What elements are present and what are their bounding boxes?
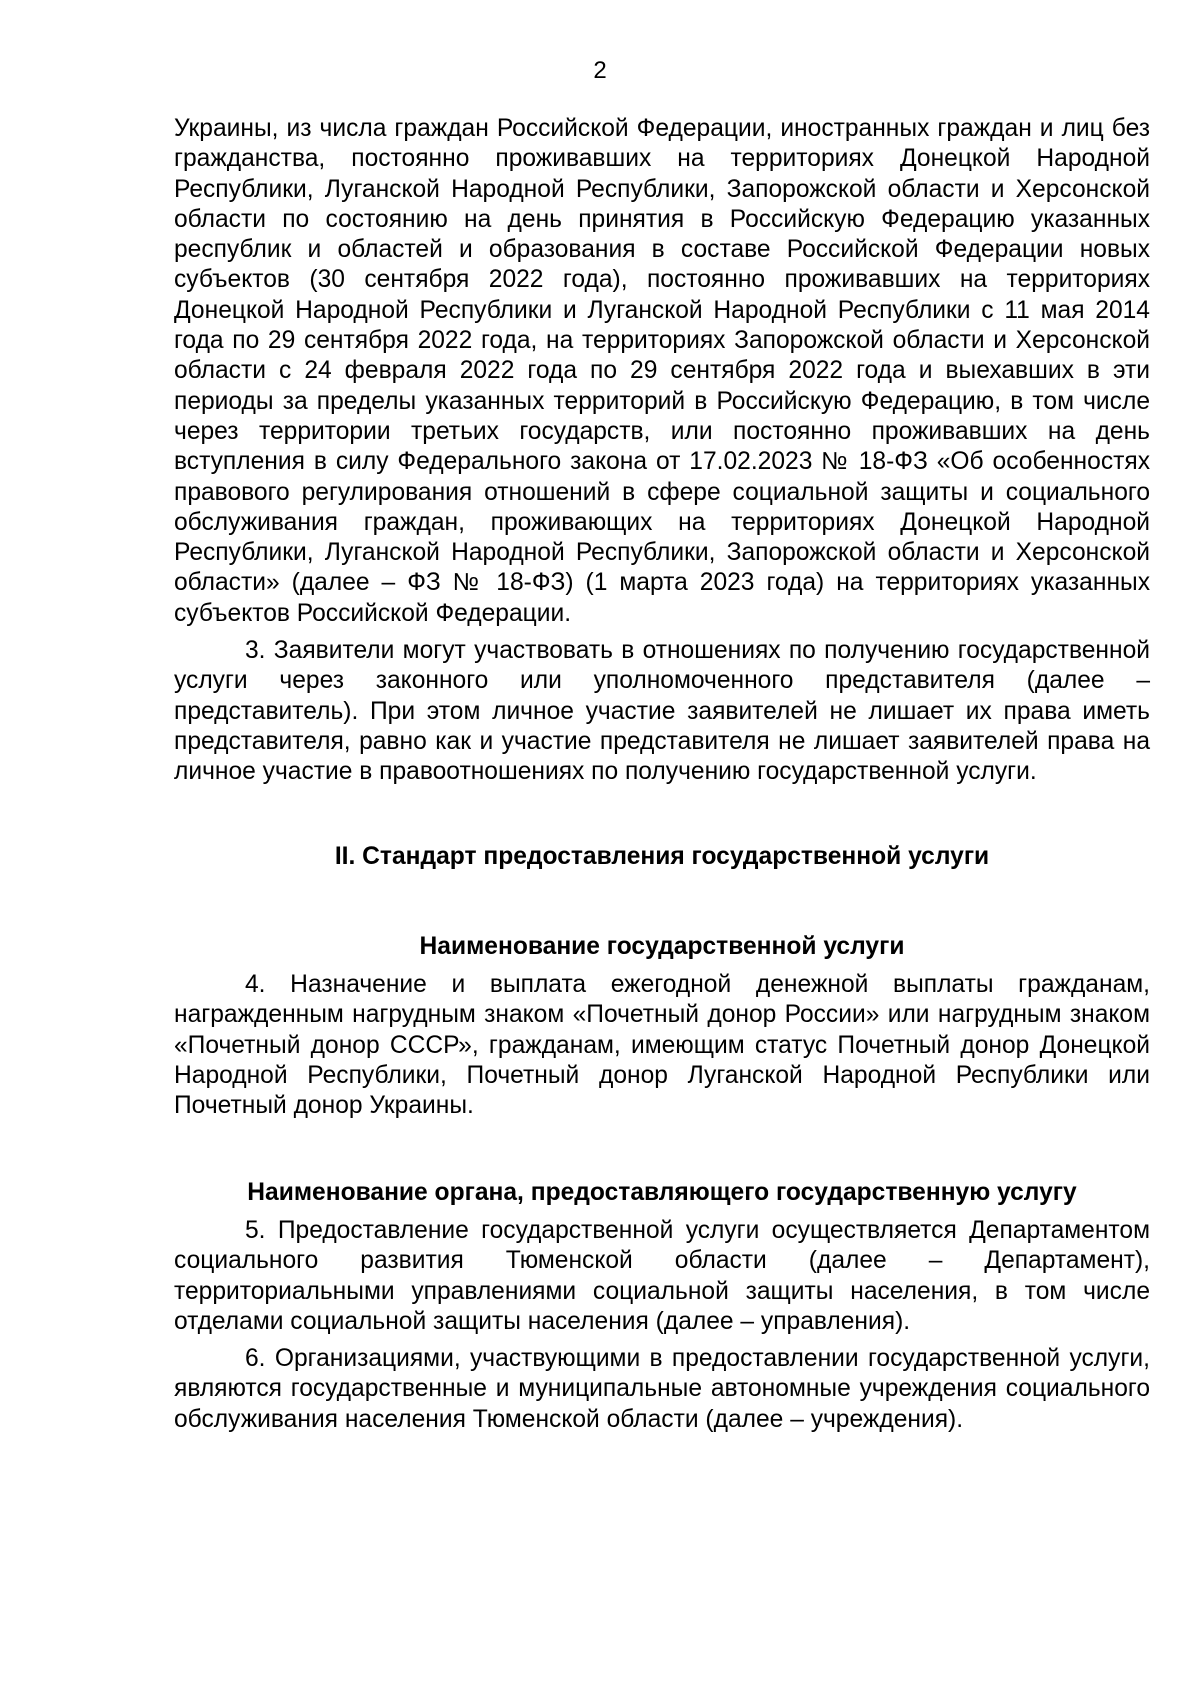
paragraph-5: 5. Предоставление государственной услуги осуществляется Департаментом социального развития Тюменской области (далее – Департамент), территориальными управлениями социальной защиты населения, в том числе отделами социальной защиты населения (далее – управления). (174, 1216, 1150, 1335)
subsection-title-service-name: Наименование государственной услуги (419, 932, 905, 960)
paragraph-3: 3. Заявители могут участвовать в отношениях по получению государственной услуги через законного или уполномоченного представителя (далее – представитель). При этом личное участие заявителей не лишает их права иметь представителя, равно как и участие представителя не лишает заявителей права на личное участие в правоотношениях по получению государственной услуги. (174, 637, 1150, 786)
subsection-title-authority: Наименование органа, предоставляющего государственную услугу (247, 1178, 1077, 1206)
section-title: II. Стандарт предоставления государственной услуги (334, 842, 990, 870)
paragraph-4: 4. Назначение и выплата ежегодной денежной выплаты гражданам, награжденным нагрудным знаком «Почетный донор России» или нагрудным знаком «Почетный донор СССР», гражданам, имеющим статус Почетный донор Донецкой Народной Республики, Почетный донор Луганской Народной Республики или Почетный донор Украины. (174, 971, 1150, 1120)
paragraph-continued: Украины, из числа граждан Российской Федерации, иностранных граждан и лиц без гражданства, постоянно проживавших на территориях Донецкой Народной Республики, Луганской Народной Республики, Запорожской области и Херсонской области по состоянию на день принятия в Российскую Федерацию указанных республик и областей и образования в составе Российской Федерации новых субъектов (30 сентября 2022 года), постоянно проживавших на территориях Донецкой Народной Республики и Луганской Народной Республики с 11 мая 2014 года по 29 сентября 2022 года, на территориях Запорожской области и Херсонской области с 24 февраля 2022 года по 29 сентября 2022 года и выехавших в эти периоды за пределы указанных территорий в Российскую Федерацию, в том числе через территории третьих государств, или постоянно проживавших на день вступления в силу Федерального закона от 17.02.2023 № 18-ФЗ «Об особенностях правового регулирования отношений в сфере социальной защиты и социального обслуживания граждан, проживающих на территориях Донецкой Народной Республики, Луганской Народной Республики, Запорожской области и Херсонской области» (далее – ФЗ № 18-ФЗ) (1 марта 2023 года) на территориях указанных субъектов Российской Федерации. (174, 115, 1150, 627)
page-number: 2 (593, 57, 607, 84)
paragraph-6: 6. Организациями, участвующими в предоставлении государственной услуги, являются государственные и муниципальные автономные учреждения социального обслуживания населения Тюменской области (далее – учреждения). (174, 1345, 1150, 1433)
document-body (174, 114, 1150, 1435)
